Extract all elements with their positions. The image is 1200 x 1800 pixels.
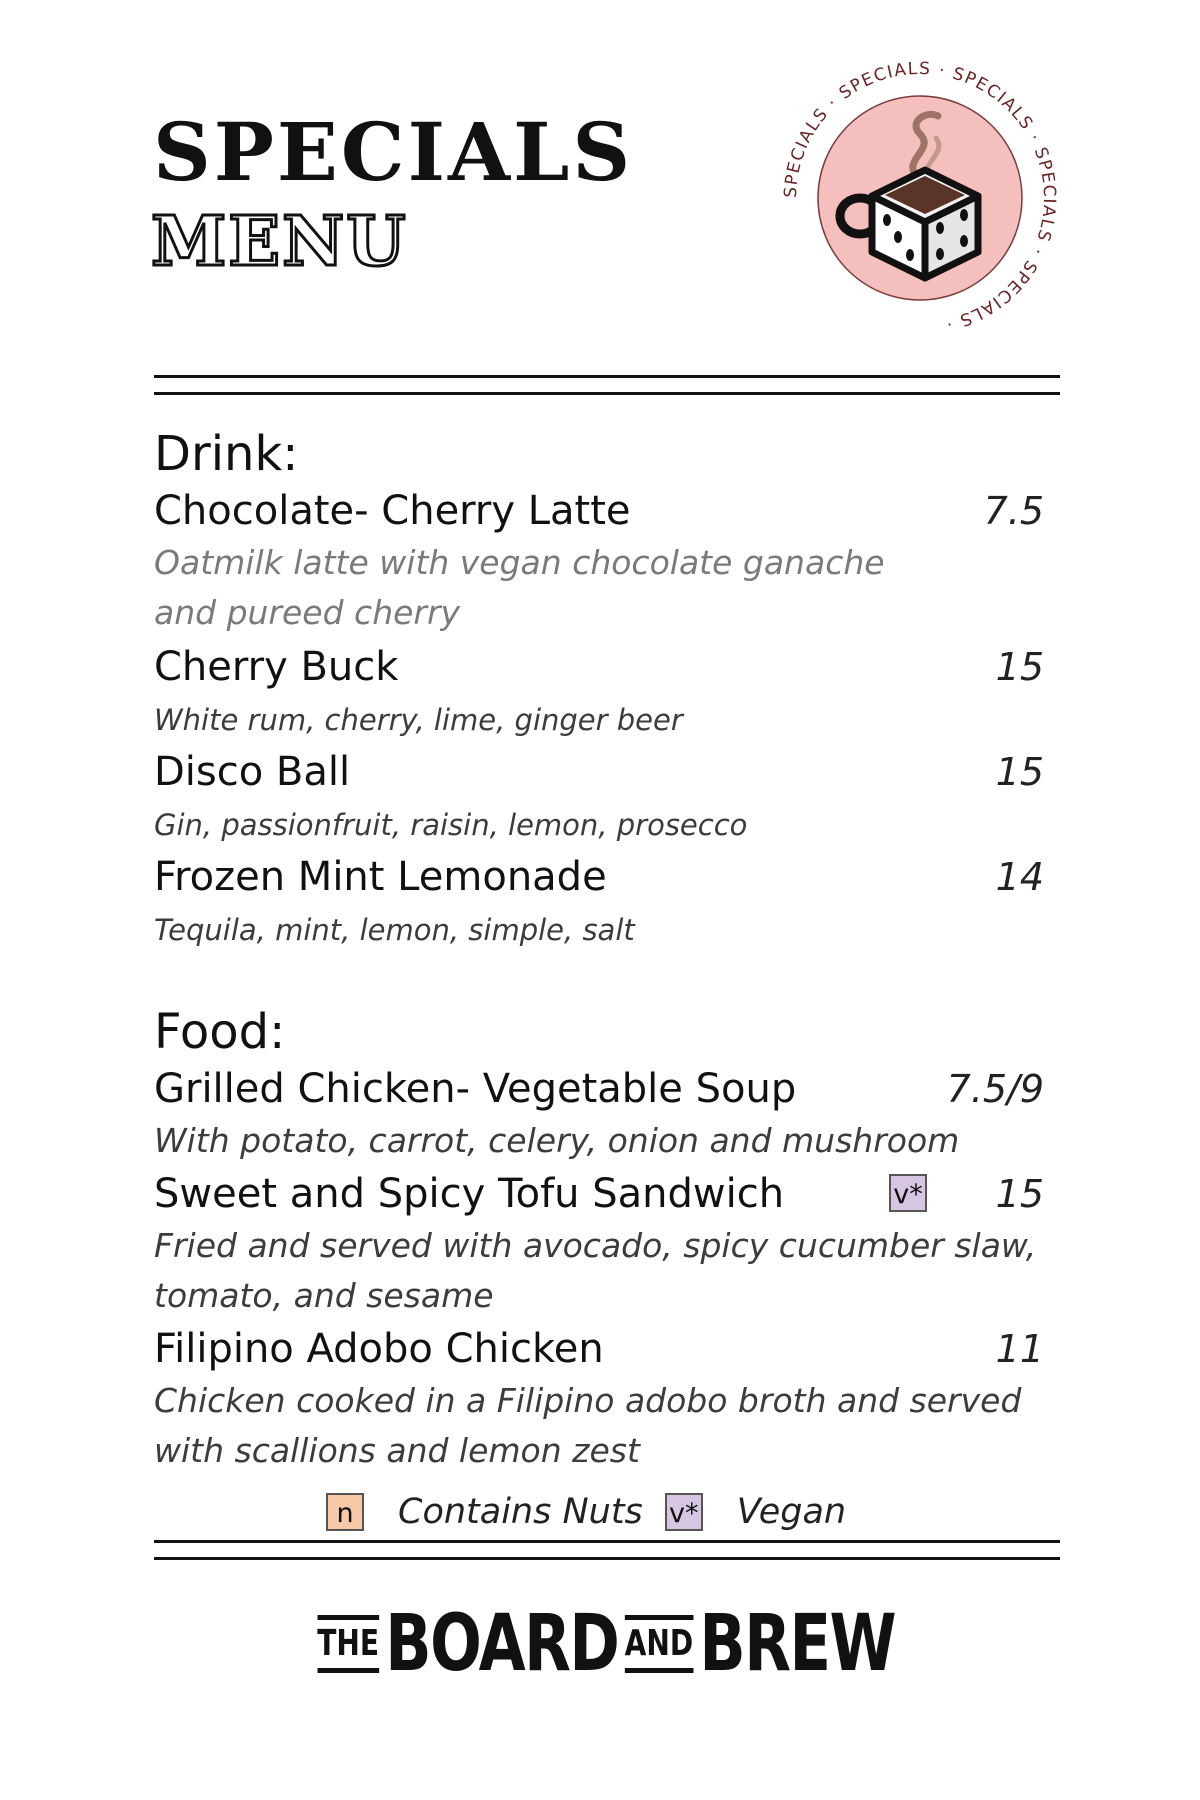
item-description: with scallions and lemon zest — [154, 1431, 640, 1470]
brand-board: BOARD — [385, 1599, 619, 1689]
section-title-drink: Drink: — [154, 426, 299, 482]
bottom-rule-1 — [154, 1540, 1060, 1543]
brand-logo — [317, 1599, 896, 1689]
item-description: Gin, passionfruit, raisin, lemon, prosecco — [154, 808, 748, 842]
menu-item — [154, 1167, 1044, 1321]
menu-item — [154, 850, 1044, 956]
item-price: 15 — [995, 1172, 1044, 1216]
item-price: 11 — [995, 1327, 1044, 1371]
menu-item — [154, 1322, 1044, 1476]
section-title-food: Food: — [154, 1004, 286, 1060]
item-description: Oatmilk latte with vegan chocolate ganache — [154, 543, 885, 582]
item-name: Disco Ball — [154, 749, 351, 795]
item-description: Tequila, mint, lemon, simple, salt — [154, 913, 635, 947]
brand-and: AND — [625, 1615, 694, 1673]
top-rule-1 — [154, 375, 1060, 378]
nuts-label: Contains Nuts — [398, 1492, 643, 1532]
menu-subtitle: MENU — [151, 202, 408, 282]
vegan-tag: v* — [665, 1493, 703, 1531]
brand-the: THE — [317, 1615, 379, 1673]
top-rule-2 — [154, 392, 1060, 395]
item-description: With potato, carrot, celery, onion and mushroom — [154, 1121, 960, 1160]
item-name: Frozen Mint Lemonade — [154, 854, 607, 900]
menu-item — [154, 640, 1044, 746]
item-price: 7.5 — [983, 489, 1044, 533]
item-name: Chocolate- Cherry Latte — [154, 488, 631, 534]
dietary-legend — [326, 1490, 868, 1534]
item-name: Filipino Adobo Chicken — [154, 1326, 604, 1372]
menu-item — [154, 484, 1044, 638]
item-name: Grilled Chicken- Vegetable Soup — [154, 1066, 797, 1112]
vegan-tag: v* — [889, 1174, 927, 1212]
item-price: 15 — [995, 645, 1044, 689]
item-description: Chicken cooked in a Filipino adobo broth and served — [154, 1381, 1022, 1420]
menu-item — [154, 745, 1044, 851]
item-price: 7.5/9 — [946, 1067, 1044, 1111]
item-description: tomato, and sesame — [154, 1276, 494, 1315]
item-name: Cherry Buck — [154, 644, 399, 690]
item-name: Sweet and Spicy Tofu Sandwich — [154, 1171, 785, 1217]
item-description: White rum, cherry, lime, ginger beer — [154, 703, 683, 737]
bottom-rule-2 — [154, 1557, 1060, 1560]
badge-ring-text: SPECIALS · SPECIALS · SPECIALS · SPECIALS · SPECIALS · — [780, 58, 1060, 335]
menu-title: SPECIALS — [153, 105, 634, 199]
brand-brew: BREW — [699, 1599, 896, 1689]
nuts-tag: n — [326, 1493, 364, 1531]
menu-item — [154, 1062, 1044, 1166]
item-description: and pureed cherry — [154, 593, 461, 632]
vegan-label: Vegan — [736, 1492, 847, 1532]
specials-badge — [760, 38, 1080, 358]
item-price: 14 — [995, 855, 1044, 899]
item-price: 15 — [995, 750, 1044, 794]
item-description: Fried and served with avocado, spicy cucumber slaw, — [154, 1226, 1037, 1265]
